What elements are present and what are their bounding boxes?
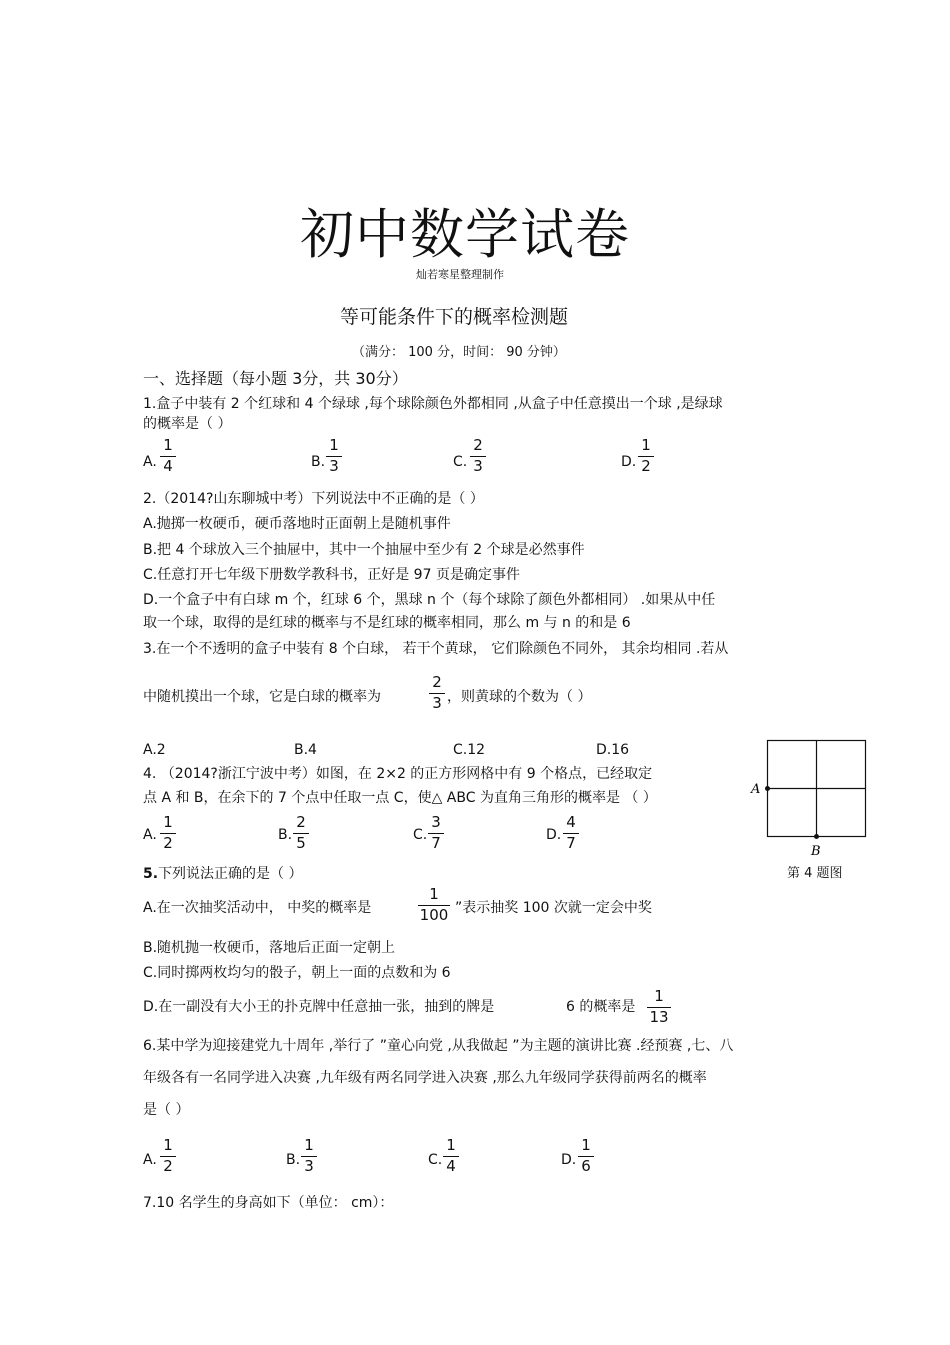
exam-subtitle: 等可能条件下的概率检测题: [340, 306, 569, 328]
q1-option-a-fraction: 1 4: [160, 437, 176, 475]
q3-line2-tail: ，则黄球的个数为（ ）: [447, 689, 592, 705]
q6-line3: 是（ ）: [143, 1102, 190, 1118]
q1-line1: 1.盒子中装有 2 个红球和 4 个绿球 ,每个球除颜色外都相同 ,从盒子中任意摸出一个球 ,是绿球: [143, 396, 723, 412]
q4-option-d-fraction: 4 7: [563, 814, 579, 852]
figure-caption: 第 4 题图: [787, 866, 843, 881]
q3-option-d: D.16: [596, 742, 630, 758]
page-title: 初中数学试卷: [300, 203, 630, 266]
q5-option-a-fraction: 1 100: [419, 885, 449, 924]
exam-meta: （满分： 100 分，时间： 90 分钟）: [352, 345, 566, 360]
q5-option-b: B.随机抛一枚硬币，落地后正面一定朝上: [143, 940, 396, 956]
q3-line2-text: 中随机摸出一个球，它是白球的概率为: [143, 689, 381, 705]
q2-stem: 2.（2014?山东聊城中考）下列说法中不正确的是（ ）: [143, 491, 484, 507]
q4-grid-figure: [748, 735, 873, 860]
q4-option-b-fraction: 2 5: [293, 814, 309, 852]
q1-line2: 的概率是（ ）: [143, 416, 232, 432]
q6-option-b-label: B.: [286, 1152, 301, 1168]
q1-option-d-fraction: 1 2: [638, 437, 654, 475]
q6-option-b-fraction: 1 3: [301, 1137, 317, 1175]
q4-option-a-fraction: 1 2: [160, 814, 176, 852]
q1-option-c-fraction: 2 3: [470, 437, 486, 475]
maker-line: 灿若寒星整理制作: [416, 268, 504, 281]
q6-option-a-fraction: 1 2: [160, 1137, 176, 1175]
section-heading: 一、选择题（每小题 3分，共 30分）: [143, 369, 408, 388]
q4-option-a-label: A.: [143, 827, 157, 843]
point-a-dot: [765, 786, 770, 791]
q6-option-d-fraction: 1 6: [578, 1137, 594, 1175]
point-b-label: B: [811, 844, 821, 859]
q5-option-d-tail: 6 的概率是: [566, 999, 636, 1015]
q5-option-d-fraction: 1 13: [647, 988, 671, 1026]
q6-line1: 6.某中学为迎接建党九十周年 ,举行了 ”童心向党 ,从我做起 ”为主题的演讲比赛 .经预赛 ,七、八: [143, 1038, 734, 1054]
q6-option-d-label: D.: [561, 1152, 577, 1168]
q4-option-b-label: B.: [278, 827, 293, 843]
q1-option-c-label: C.: [453, 454, 468, 470]
q6-option-a-label: A.: [143, 1152, 157, 1168]
q3-option-a: A.2: [143, 742, 166, 758]
q4-option-d-label: D.: [546, 827, 562, 843]
q3-option-c: C.12: [453, 742, 486, 758]
q2-option-d-line1: D.一个盒子中有白球 m 个，红球 6 个，黑球 n 个（每个球除了颜色外都相同） .如果从中任: [143, 592, 716, 608]
q5-option-c: C.同时掷两枚均匀的骰子，朝上一面的点数和为 6: [143, 965, 451, 981]
q5-option-a-text: A.在一次抽奖活动中， 中奖的概率是: [143, 900, 372, 916]
q1-option-b-label: B.: [311, 454, 326, 470]
q2-option-a: A.抛掷一枚硬币，硬币落地时正面朝上是随机事件: [143, 516, 451, 532]
q2-option-c: C.任意打开七年级下册数学教科书，正好是 97 页是确定事件: [143, 567, 520, 583]
q2-option-d-line2: 取一个球，取得的是红球的概率与不是红球的概率相同，那么 m 与 n 的和是 6: [143, 615, 631, 631]
q5-stem: 5.下列说法正确的是（ ）: [143, 866, 303, 882]
point-b-dot: [814, 834, 819, 839]
q5-option-d-text: D.在一副没有大小王的扑克牌中任意抽一张，抽到的牌是: [143, 999, 495, 1015]
q4-option-c-fraction: 3 7: [428, 814, 444, 852]
q1-option-a-label: A.: [143, 454, 157, 470]
q7-stem: 7.10 名学生的身高如下（单位： cm）：: [143, 1195, 394, 1211]
q1-option-d-label: D.: [621, 454, 637, 470]
q5-option-a-tail: ”表示抽奖 100 次就一定会中奖: [455, 900, 652, 916]
q6-option-c-label: C.: [428, 1152, 443, 1168]
q2-option-b: B.把 4 个球放入三个抽屉中，其中一个抽屉中至少有 2 个球是必然事件: [143, 542, 585, 558]
point-a-label: A: [751, 782, 761, 797]
q3-option-b: B.4: [294, 742, 317, 758]
q4-line1: 4. （2014?浙江宁波中考）如图，在 2×2 的正方形网格中有 9 个格点，已经取定: [143, 766, 653, 782]
q1-option-b-fraction: 1 3: [326, 437, 342, 475]
q4-line2: 点 A 和 B，在余下的 7 个点中任取一点 C，使△ ABC 为直角三角形的概率是 （ ）: [143, 790, 657, 806]
q4-option-c-label: C.: [413, 827, 428, 843]
q6-option-c-fraction: 1 4: [443, 1137, 459, 1175]
q3-fraction: 2 3: [429, 674, 445, 712]
q6-line2: 年级各有一名同学进入决赛 ,九年级有两名同学进入决赛 ,那么九年级同学获得前两名的概率: [143, 1070, 707, 1086]
q3-line1: 3.在一个不透明的盒子中装有 8 个白球， 若干个黄球， 它们除颜色不同外， 其余均相同 .若从: [143, 641, 729, 657]
